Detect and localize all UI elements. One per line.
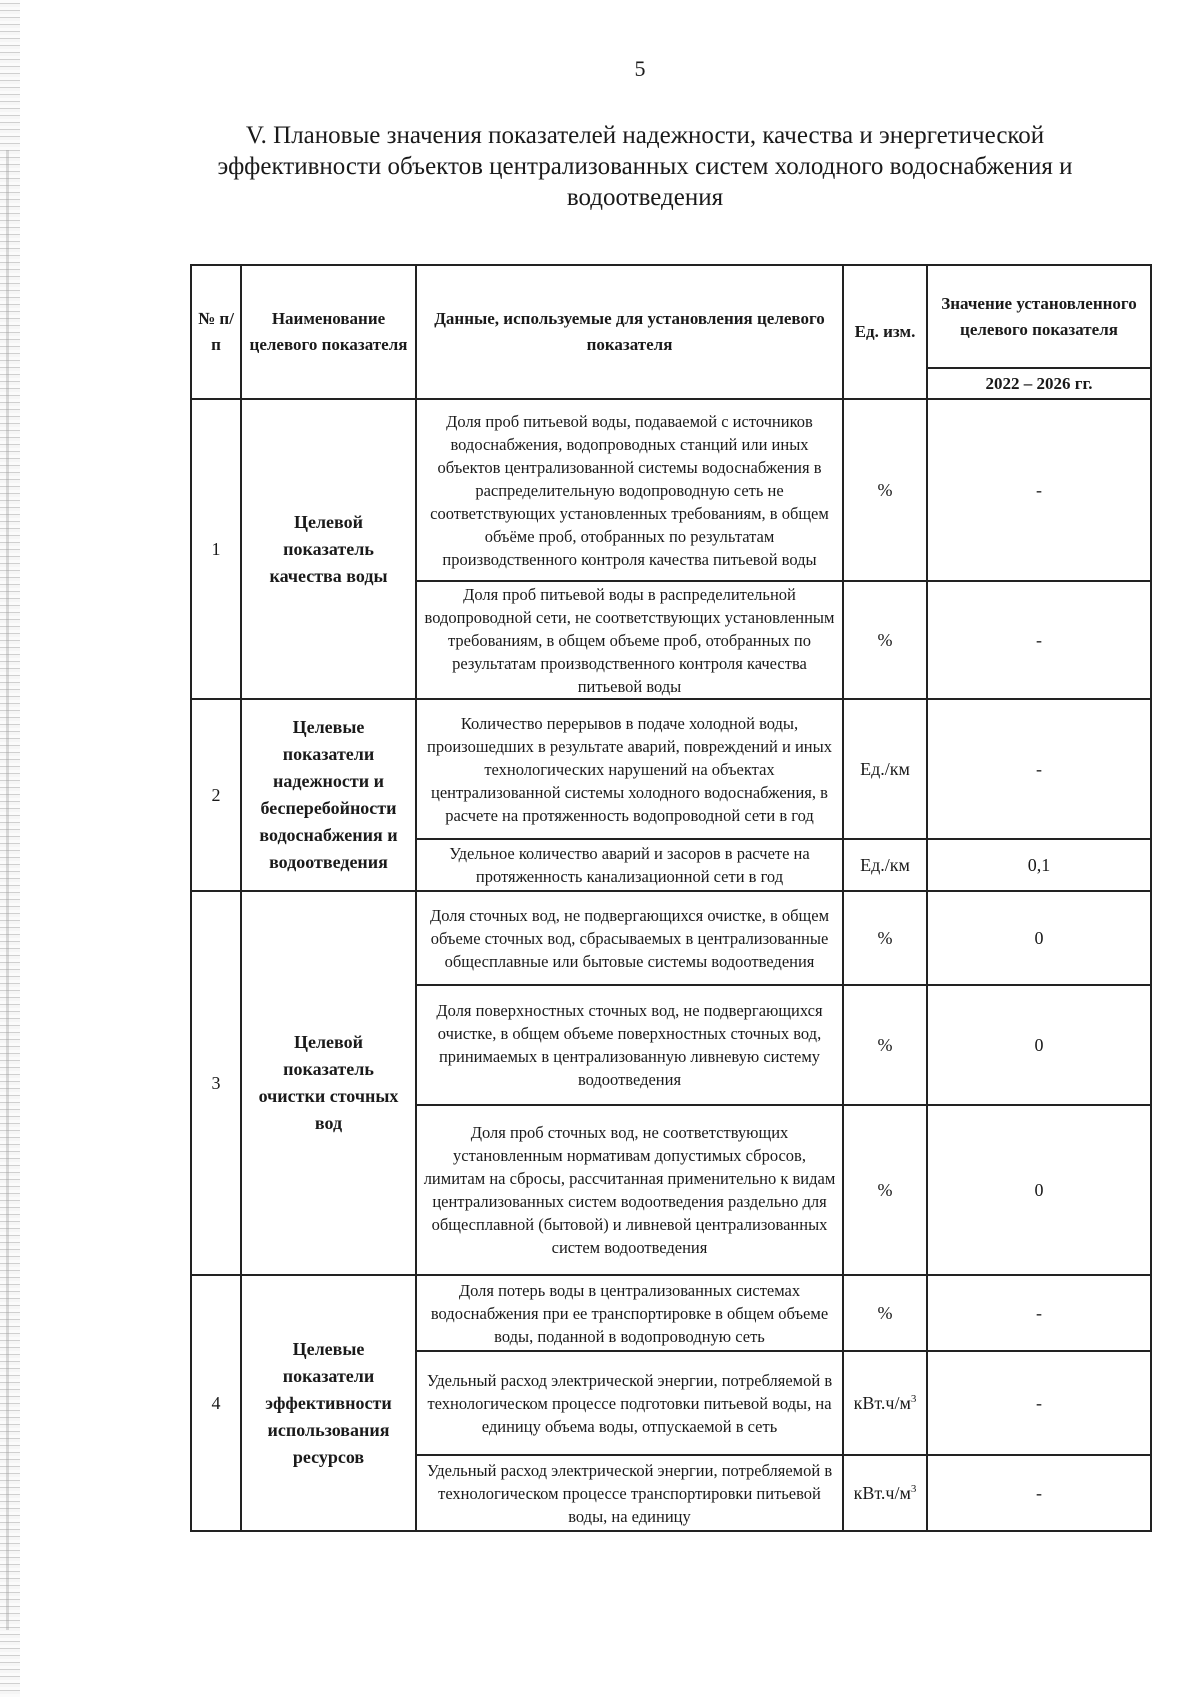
indicator-name: Целевой показатель качества воды — [241, 399, 416, 699]
row-number: 4 — [191, 1275, 241, 1531]
header-value: Значение установленного целевого показателя — [927, 265, 1151, 368]
page-number: 5 — [634, 56, 646, 81]
indicator-unit: Ед./км — [843, 699, 927, 839]
indicator-unit: Ед./км — [843, 839, 927, 891]
row-number: 3 — [191, 891, 241, 1275]
indicator-data: Доля проб питьевой воды в распределительной водопроводной сети, не соответствующих установленным требованиям, в общем объеме проб, отобранных по результатам производственного контроля качества питьевой воды — [416, 581, 843, 699]
indicator-unit: % — [843, 1105, 927, 1275]
header-unit: Ед. изм. — [843, 265, 927, 399]
indicator-data: Удельное количество аварий и засоров в расчете на протяженность канализационной сети в год — [416, 839, 843, 891]
table-row — [191, 699, 1151, 839]
scan-edge-artifact — [0, 0, 20, 1697]
unit-text: кВт.ч/м — [853, 1482, 911, 1503]
indicator-value: - — [927, 1351, 1151, 1455]
indicator-data: Удельный расход электрической энергии, потребляемой в технологическом процессе транспортировки питьевой воды, на единицу — [416, 1455, 843, 1531]
indicator-unit: % — [843, 399, 927, 581]
indicator-unit: % — [843, 581, 927, 699]
section-title: V. Плановые значения показателей надежности, качества и энергетической эффективности объектов централизованных систем холодного водоснабжения и водоотведения — [217, 122, 1073, 211]
header-num: № п/п — [191, 265, 241, 399]
header-period: 2022 – 2026 гг. — [927, 368, 1151, 399]
indicator-data: Доля проб питьевой воды, подаваемой с источников водоснабжения, водопроводных станций или иных объектов централизованной системы водоснабжения в распределительную водопроводную сеть не соответствующих установленных требованиям, в общем объёме проб, отобранных по результатам производственного контроля качества питьевой воды — [416, 399, 843, 581]
indicator-value: - — [927, 581, 1151, 699]
indicator-value: 0 — [927, 985, 1151, 1105]
indicators-table — [190, 264, 1152, 1532]
indicator-value: - — [927, 1455, 1151, 1531]
indicator-name: Целевые показатели эффективности использования ресурсов — [241, 1275, 416, 1531]
indicator-data: Количество перерывов в подаче холодной воды, произошедших в результате аварий, повреждений и иных технологических нарушений на объектах централизованной системы холодного водоснабжения, в расчете на протяженность водопроводной сети в год — [416, 699, 843, 839]
indicator-unit: % — [843, 891, 927, 985]
indicator-unit — [843, 1351, 927, 1455]
indicator-value: 0,1 — [927, 839, 1151, 891]
unit-superscript: 3 — [910, 1482, 917, 1495]
scan-edge-line — [6, 150, 9, 1630]
row-number: 1 — [191, 399, 241, 699]
table-row — [191, 399, 1151, 581]
indicator-data: Удельный расход электрической энергии, потребляемой в технологическом процессе подготовки питьевой воды, на единицу объема воды, отпускаемой в сеть — [416, 1351, 843, 1455]
unit-text: кВт.ч/м — [853, 1392, 911, 1413]
indicator-value: - — [927, 699, 1151, 839]
indicator-unit: % — [843, 1275, 927, 1351]
indicator-value: 0 — [927, 891, 1151, 985]
indicator-value: - — [927, 399, 1151, 581]
header-name: Наименование целевого показателя — [241, 265, 416, 399]
row-number: 2 — [191, 699, 241, 891]
header-data: Данные, используемые для установления целевого показателя — [416, 265, 843, 399]
indicator-value: 0 — [927, 1105, 1151, 1275]
indicator-data: Доля сточных вод, не подвергающихся очистке, в общем объеме сточных вод, сбрасываемых в централизованные общесплавные или бытовые системы водоотведения — [416, 891, 843, 985]
indicator-data: Доля потерь воды в централизованных системах водоснабжения при ее транспортировке в общем объеме воды, поданной в водопроводную сеть — [416, 1275, 843, 1351]
indicator-name: Целевой показатель очистки сточных вод — [241, 891, 416, 1275]
indicator-name: Целевые показатели надежности и бесперебойности водоснабжения и водоотведения — [241, 699, 416, 891]
unit-superscript: 3 — [910, 1392, 917, 1405]
table-row — [191, 1275, 1151, 1351]
indicator-unit — [843, 1455, 927, 1531]
indicator-data: Доля проб сточных вод, не соответствующих установленным нормативам допустимых сбросов, лимитам на сбросы, рассчитанная применительно к видам централизованных систем водоотведения раздельно для общесплавной (бытовой) и ливневой централизованных систем водоотведения — [416, 1105, 843, 1275]
indicator-data: Доля поверхностных сточных вод, не подвергающихся очистке, в общем объеме поверхностных сточных вод, принимаемых в централизованную ливневую систему водоотведения — [416, 985, 843, 1105]
table-row — [191, 891, 1151, 985]
indicator-value: - — [927, 1275, 1151, 1351]
indicator-unit: % — [843, 985, 927, 1105]
